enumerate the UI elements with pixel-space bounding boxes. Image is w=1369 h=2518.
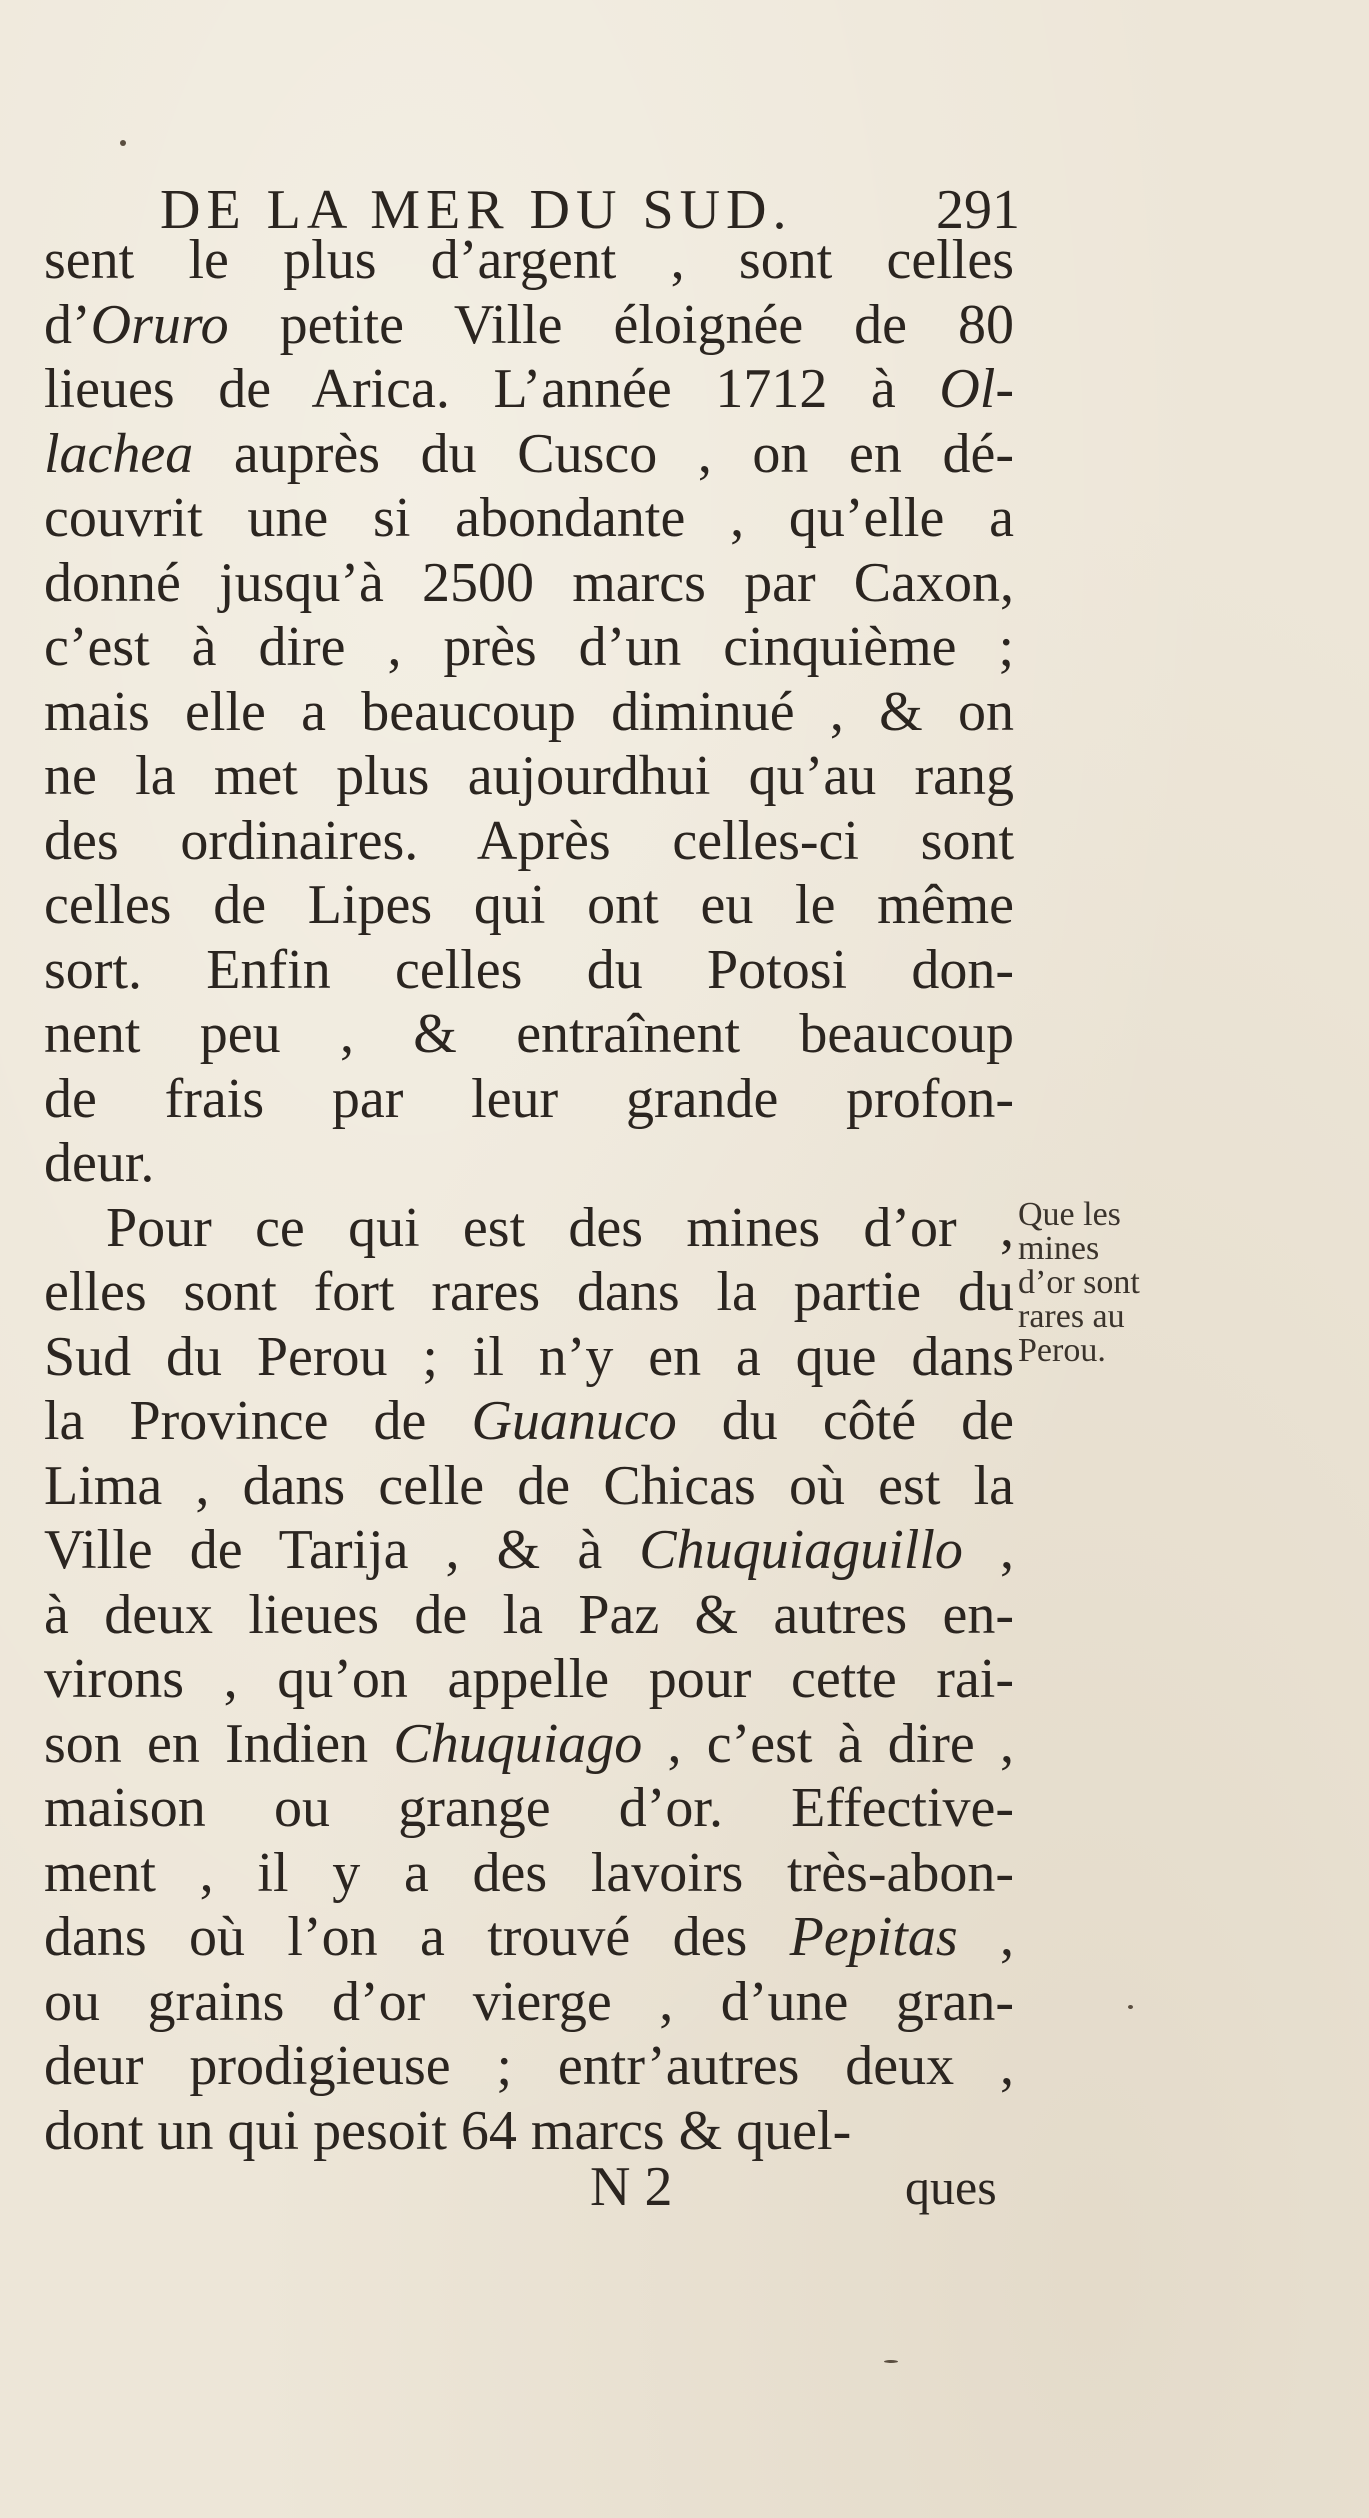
text-span: , [962,1519,1014,1581]
text-line [44,1002,1014,1067]
text-span: la Province de [44,1390,472,1452]
text-line [44,1454,1014,1519]
text-span: auprès du Cusco , on en dé- [193,422,1014,485]
text-span: sent le plus d’argent , sont celles [44,229,1014,291]
text-line [44,422,1014,487]
text-line [44,1260,1014,1325]
text-span: petite Ville éloignée de 80 [228,293,1014,356]
running-head: DE LA MER DU SUD. [160,179,793,241]
body-text [44,228,1014,2163]
text-line [44,1776,1014,1841]
marginal-note-line: Que les [1018,1196,1121,1233]
marginal-note-line: Perou. [1018,1332,1106,1369]
text-line [44,1389,1014,1454]
text-span: dont un qui pesoit 64 marcs & quel- [44,2099,852,2162]
text-line [44,1905,1014,1970]
text-line [44,809,1014,874]
text-span: Sud du Perou ; il n’y en a que dans [44,1325,1014,1388]
text-span: deur prodigieuse ; entr’autres deux , [44,2035,1014,2097]
text-span: du côté de [676,1390,1014,1452]
text-line [44,228,1014,293]
text-span: lachea [44,422,194,485]
text-line [44,873,1014,938]
text-span: Chuquiago [393,1712,643,1775]
catchword: ques [905,2159,997,2215]
text-line [44,1196,1014,1261]
marginal-note [1018,1198,1208,1368]
text-span: de frais par leur grande profon- [44,1067,1014,1130]
text-span: , [957,1906,1015,1968]
text-line [44,1583,1014,1648]
text-line [44,744,1014,809]
text-line [44,2099,1014,2164]
text-span: Ville de Tarija , & à [44,1519,640,1581]
text-span: dans où l’on a trouvé des [44,1906,790,1968]
text-span: Lima , dans celle de Chicas où est la [44,1454,1014,1517]
text-line [44,938,1014,1003]
text-span: donné jusqu’à 2500 marcs par Caxon, [44,551,1014,614]
text-line [44,551,1014,616]
text-span: deur. [44,1132,155,1194]
text-span: maison ou grange d’or. Effective- [44,1777,1014,1839]
text-span: lieues de Arica. L’année 1712 à [44,358,940,420]
marginal-note-line: d’or sont [1018,1264,1140,1301]
text-span: couvrit une si abondante , qu’elle a [44,487,1014,549]
text-line [44,486,1014,551]
text-span: virons , qu’on appelle pour cette rai- [44,1648,1014,1710]
text-line [44,1647,1014,1712]
text-span: mais elle a beaucoup diminué , & on [44,680,1014,743]
text-line [44,1131,1014,1196]
text-span: son en Indien [44,1712,394,1775]
text-span: à deux lieues de la Paz & autres en- [44,1583,1014,1646]
text-line [44,2034,1014,2099]
text-span: elles sont fort rares dans la partie du [44,1261,1014,1323]
text-line [44,1518,1014,1583]
text-span: , c’est à dire , [642,1712,1014,1775]
text-line [44,1841,1014,1906]
paper-speck [884,2360,898,2363]
text-span: des ordinaires. Après celles-ci sont [44,809,1014,872]
text-span: Pepitas [789,1906,958,1968]
text-line [44,680,1014,745]
text-span: sort. Enfin celles du Potosi don- [44,938,1014,1001]
text-span: ne la met plus aujourdhui qu’au rang [44,745,1014,807]
text-line [44,615,1014,680]
text-span: Pour ce qui est des mines d’or , [106,1196,1014,1259]
text-line [44,1325,1014,1390]
text-span: nent peu , & entraînent beaucoup [44,1003,1014,1065]
text-span: Guanuco [471,1390,677,1452]
text-line [44,1970,1014,2035]
show-through-ink [1080,1045,1260,1165]
text-span: celles de Lipes qui ont eu le même [44,874,1014,936]
text-span: Chuquiaguillo [639,1519,963,1581]
marginal-note-line: rares au [1018,1298,1125,1335]
text-span: Ol- [939,358,1014,420]
text-span: ment , il y a des lavoirs très-abon- [44,1841,1014,1904]
page-number: 291 [936,179,1020,241]
text-span: d’ [44,293,91,356]
marginal-note-line: mines [1018,1230,1100,1267]
text-line [44,293,1014,358]
signature-mark: N 2 [590,2156,673,2218]
text-span: ou grains d’or vierge , d’une gran- [44,1970,1014,2033]
text-line [44,1067,1014,1132]
paper-speck [120,140,126,146]
text-span: c’est à dire , près d’un cinquième ; [44,616,1014,678]
text-line [44,357,1014,422]
text-span: Oruro [90,293,229,356]
text-line [44,1712,1014,1777]
paper-speck [1128,2005,1133,2009]
